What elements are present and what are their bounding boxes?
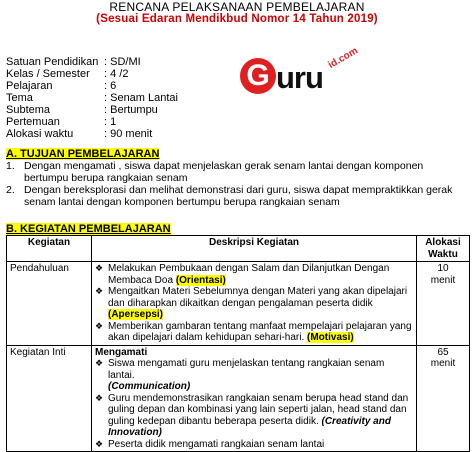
list-item: ❖ Guru mendemonstrasikan rangkaian senam berupa head stand dan guling depan dan kombinasi yang lain seperti jalan, head stand dan guling kedepan dibantu beberapa peserta didik. (Creativity and Innovation) [95,392,409,438]
identity-label: Pertemuan [6,116,60,128]
identity-value: : 4 /2 [104,68,129,80]
identity-label: Tema [6,92,33,104]
row-pendahuluan-desc [92,262,417,346]
col-alokasi-header: Alokasi Waktu [417,236,470,262]
identity-value: : 6 [104,80,117,92]
identity-label: Kelas / Semester [6,68,90,80]
diamond-bullet-icon: ❖ [95,320,104,331]
page-title: RENCANA PELAKSANAAN PEMBELAJARAN [109,0,365,14]
diamond-bullet-icon: ❖ [95,286,104,296]
identity-value: : 1 [104,116,117,128]
objective-text: Dengan bereksplorasi dan melihat demonstrasi dari guru, siswa dapat mempraktikkan gerak senam lantai dengan komponen bertumpu berupa rangkaian senam [24,184,453,208]
row-inti-name: Kegiatan Inti [7,345,92,452]
section-a-heading: A. TUJUAN PEMBELAJARAN [6,148,160,160]
list-item: ❖ Peserta didik mengamati rangkaian senam lantai [95,438,325,450]
table-row [7,345,470,452]
page-subtitle: (Sesuai Edaran Mendikbud Nomor 14 Tahun 2019) [96,13,378,25]
section-b-heading: B. KEGIATAN PEMBELAJARAN [6,223,171,235]
objective-item [6,160,468,184]
subsection-title: Mengamati [95,346,148,358]
list-item: ❖ Mengaitkan Materi Sebelumnya dengan Materi yang akan dipelajari dan diharapkan dikaitkan dengan pengalaman peserta didik (Apersepsi) [95,286,408,320]
guru-logo [240,45,370,103]
identity-value: : 90 menit [104,128,153,140]
col-deskripsi-header: Deskripsi Kegiatan [92,236,417,262]
identity-value: : SD/MI [104,56,141,68]
identity-label: Pelajaran [6,80,53,92]
list-item: ❖ Melakukan Pembukaan dengan Salam dan Dilanjutkan Dengan Membaca Doa (Orientasi) [95,263,390,286]
list-item: ❖ Siswa mengamati guru menjelaskan tentang rangkaian senam lantai. (Communication) [95,358,385,392]
identity-label: Satuan Pendidikan [6,56,99,68]
table-header-row [7,236,470,262]
row-inti-desc [92,345,417,452]
logo-text: uru [276,60,323,95]
objective-number: 1. [6,160,15,172]
row-pendahuluan-time: 10 menit [417,262,470,346]
logo-domain: id.com [326,45,360,71]
objective-text: Dengan mengamati , siswa dapat menjelaskan gerak senam lantai dengan komponen bertumpu berupa rangkaian senam [24,160,424,184]
identity-value: : Bertumpu [104,104,158,116]
diamond-bullet-icon: ❖ [95,438,104,449]
row-inti-time: 65 menit [417,345,470,452]
identity-value: : Senam Lantai [104,92,178,104]
identity-label: Alokasi waktu [6,128,74,140]
diamond-bullet-icon: ❖ [95,358,104,368]
list-item: ❖ Memberikan gambaran tentang manfaat mempelajari pelajaran yang akan dipelajari dalam kehidupan sehari-hari. (Motivasi) [95,320,412,343]
logo-g-circle: G [240,58,276,94]
objective-item [6,184,468,208]
row-pendahuluan-name: Pendahuluan [7,262,92,346]
table-row [7,262,470,346]
diamond-bullet-icon: ❖ [95,263,104,273]
diamond-bullet-icon: ❖ [95,392,104,403]
objective-number: 2. [6,184,15,196]
identity-label: Subtema [6,104,51,116]
activities-table [6,235,470,452]
col-kegiatan-header: Kegiatan [7,236,92,262]
